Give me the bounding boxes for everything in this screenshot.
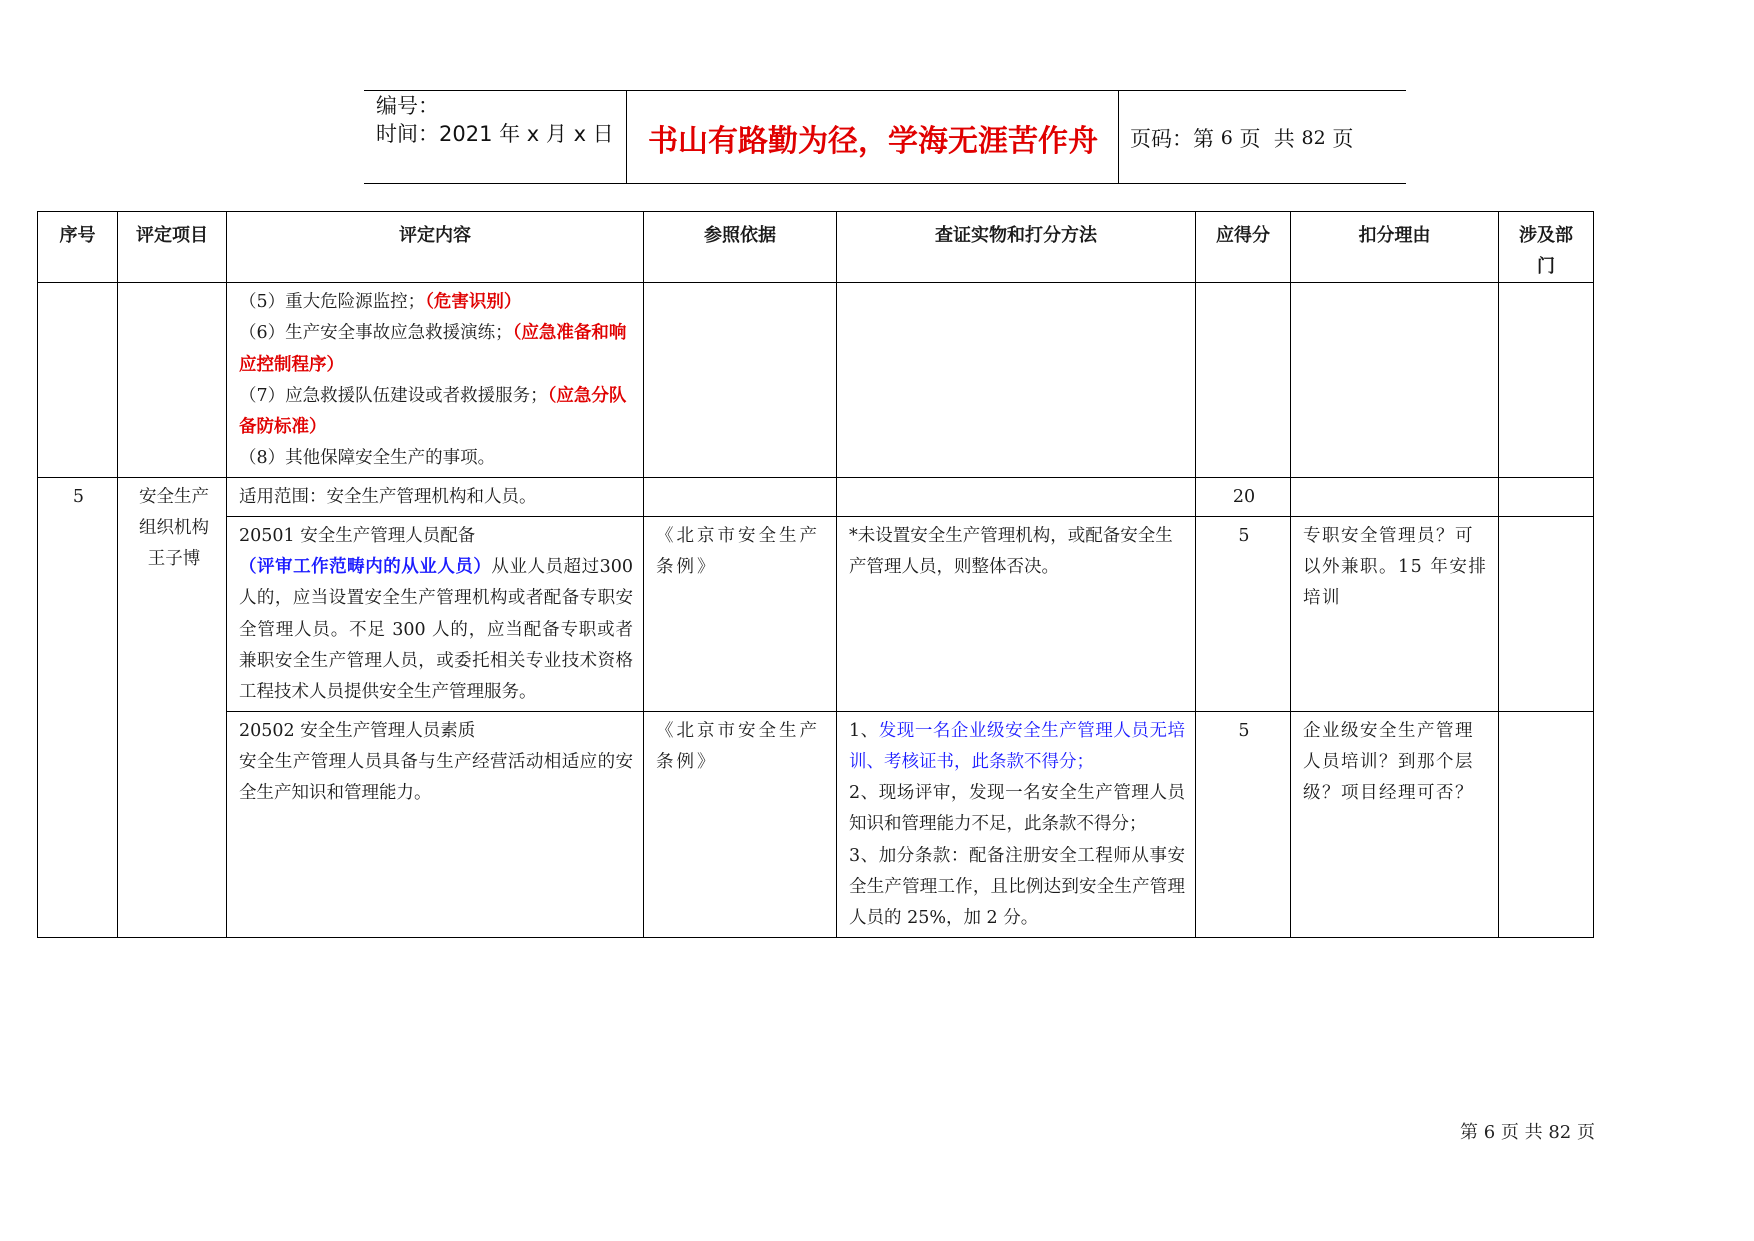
cell-reason bbox=[1291, 477, 1499, 516]
score-value: 5 bbox=[1238, 720, 1250, 741]
cell-reference bbox=[644, 711, 837, 937]
document-number-label: 编号： bbox=[376, 94, 439, 118]
cell-method bbox=[837, 477, 1196, 516]
cell-reference bbox=[644, 516, 837, 711]
cell-dept bbox=[1499, 516, 1594, 711]
cell-score bbox=[1196, 711, 1291, 937]
cell-reference bbox=[644, 283, 837, 478]
score-value: 5 bbox=[1238, 525, 1250, 546]
col-header-dept: 涉及部门 bbox=[1499, 212, 1594, 283]
col-header-reason: 扣分理由 bbox=[1291, 212, 1499, 283]
cell-score bbox=[1196, 283, 1291, 478]
header-meta bbox=[376, 92, 614, 148]
method-item-3: 3、加分条款：配备注册安全工程师从事安全生产管理工作，且比例达到安全生产管理人员的 25%，加 2 分。 bbox=[849, 845, 1185, 929]
reason-text: 专职安全管理员？可以外兼职。15 年安排培训 bbox=[1303, 525, 1488, 609]
document-time: 时间：2021 年 x 月 x 日 bbox=[376, 122, 614, 146]
method-item-1: 1、发现一名企业级安全生产管理人员无培训、考核证书，此条款不得分； bbox=[849, 720, 1185, 772]
col-header-content: 评定内容 bbox=[227, 212, 644, 283]
col-header-no: 序号 bbox=[38, 212, 118, 283]
list-item: （6）生产安全事故应急救援演练；（应急准备和响应控制程序） bbox=[239, 323, 627, 375]
cell-content bbox=[227, 283, 644, 478]
table-row bbox=[38, 516, 1594, 711]
cell-item bbox=[118, 477, 227, 937]
table-header-row bbox=[38, 212, 1594, 283]
cell-no bbox=[38, 477, 118, 937]
col-header-method: 查证实物和打分方法 bbox=[837, 212, 1196, 283]
cell-reference bbox=[644, 477, 837, 516]
cell-reason bbox=[1291, 711, 1499, 937]
cell-method bbox=[837, 283, 1196, 478]
cell-reason bbox=[1291, 516, 1499, 711]
reference-text: 《北京市安全生产条例》 bbox=[656, 525, 820, 578]
col-header-score: 应得分 bbox=[1196, 212, 1291, 283]
evaluation-table bbox=[37, 211, 1594, 938]
cell-item bbox=[118, 283, 227, 478]
list-item: （5）重大危险源监控；（危害识别） bbox=[239, 292, 522, 312]
reason-text: 企业级安全生产管理人员培训？到那个层级？项目经理可否？ bbox=[1303, 720, 1474, 804]
cell-score bbox=[1196, 477, 1291, 516]
reference-text: 《北京市安全生产条例》 bbox=[656, 720, 820, 772]
section-scope: 适用范围：安全生产管理机构和人员。 bbox=[239, 486, 537, 507]
section-score: 20 bbox=[1232, 486, 1256, 507]
cell-score bbox=[1196, 516, 1291, 711]
header-divider-left bbox=[626, 90, 627, 183]
header-divider-right bbox=[1118, 90, 1119, 183]
method-text: *未设置安全生产管理机构，或配备安全生产管理人员，则整体否决。 bbox=[849, 525, 1173, 578]
list-item: （8）其他保障安全生产的事项。 bbox=[239, 448, 496, 469]
cell-content bbox=[227, 711, 644, 937]
cell-content bbox=[227, 477, 644, 516]
header-page-total: 82 bbox=[1301, 126, 1326, 149]
cell-method bbox=[837, 711, 1196, 937]
method-item-2: 2、现场评审，发现一名安全生产管理人员知识和管理能力不足，此条款不得分； bbox=[849, 783, 1185, 835]
item-title: 20501 安全生产管理人员配备 bbox=[239, 525, 476, 546]
header-top-rule bbox=[364, 90, 1406, 91]
table-row bbox=[38, 711, 1594, 937]
list-item: （7）应急救援队伍建设或者救援服务；（应急分队备防标准） bbox=[239, 385, 627, 438]
table-row bbox=[38, 283, 1594, 478]
scope-tag: （评审工作范畴内的从业人员） bbox=[239, 557, 492, 578]
header-bottom-rule bbox=[364, 183, 1406, 184]
header-page-indicator: 页码：第 6 页 共 82 页 bbox=[1130, 126, 1354, 151]
col-header-item: 评定项目 bbox=[118, 212, 227, 283]
item-content: 安全生产管理人员具备与生产经营活动相适应的安全生产知识和管理能力。 bbox=[239, 751, 633, 804]
page-footer: 第 6 页 共 82 页 bbox=[1460, 1122, 1595, 1143]
cell-content bbox=[227, 516, 644, 711]
cell-dept bbox=[1499, 283, 1594, 478]
section-item-name: 安全生产组织机构王子博 bbox=[139, 486, 209, 570]
cell-dept bbox=[1499, 711, 1594, 937]
col-header-reference: 参照依据 bbox=[644, 212, 837, 283]
item-content: 从业人员超过300 人的，应当设置安全生产管理机构或者配备专职安全管理人员。不足 300 人的，应当配备专职或者兼职安全生产管理人员，或委托相关专业技术资格工程技术人员提供安全生产管理服务。 bbox=[239, 557, 634, 703]
header-motto: 书山有路勤为径，学海无涯苦作舟 bbox=[648, 123, 1098, 159]
cell-dept bbox=[1499, 477, 1594, 516]
cell-no bbox=[38, 283, 118, 478]
cell-method bbox=[837, 516, 1196, 711]
section-number: 5 bbox=[72, 486, 85, 507]
header-page-current: 6 bbox=[1220, 126, 1233, 149]
cell-reason bbox=[1291, 283, 1499, 478]
table-row bbox=[38, 477, 1594, 516]
item-title: 20502 安全生产管理人员素质 bbox=[239, 720, 476, 741]
